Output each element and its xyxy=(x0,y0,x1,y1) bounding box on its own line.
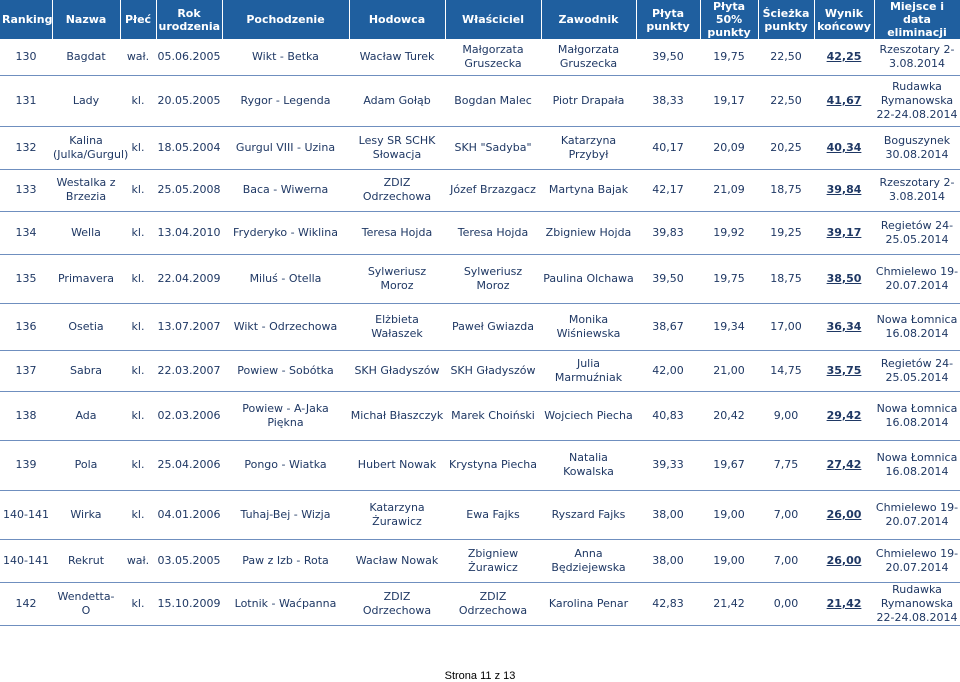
cell-name: Rekrut xyxy=(67,553,105,567)
cell-rider: Zbigniew Hojda xyxy=(545,225,632,239)
cell-total: 26,00 xyxy=(826,553,862,567)
table-row xyxy=(0,75,960,126)
cell-rank: 138 xyxy=(15,408,37,422)
cell-path: 17,00 xyxy=(770,319,802,333)
cell-rider: Martyna Bajak xyxy=(548,183,629,196)
cell-rider: Katarzyna Przybył xyxy=(560,133,617,161)
cell-origin: Tuhaj-Bej - Wizja xyxy=(240,507,331,521)
column-header: Ranking xyxy=(0,0,52,39)
cell-sex: kl. xyxy=(131,507,145,521)
column-header: Zawodnik xyxy=(541,0,636,39)
cell-rank: 131 xyxy=(15,93,37,107)
cell-place: Chmielewo 19-20.07.2014 xyxy=(875,500,959,528)
cell-owner: Zbigniew Żurawicz xyxy=(467,546,519,574)
cell-plate50: 21,00 xyxy=(713,363,745,377)
cell-place: Nowa Łomnica 16.08.2014 xyxy=(876,312,958,340)
cell-sex: wał. xyxy=(126,49,150,63)
cell-born: 04.01.2006 xyxy=(157,507,221,521)
cell-owner: SKH Gładyszów xyxy=(450,363,536,377)
cell-plate50: 21,09 xyxy=(713,183,745,196)
cell-path: 7,00 xyxy=(773,507,799,521)
cell-total: 38,50 xyxy=(826,271,862,285)
cell-sex: kl. xyxy=(131,183,145,196)
cell-rider: Małgorzata Gruszecka xyxy=(557,42,620,70)
column-header: Hodowca xyxy=(349,0,445,39)
cell-rank: 139 xyxy=(15,458,37,471)
cell-name: Sabra xyxy=(70,363,102,377)
cell-origin: Baca - Wiwerna xyxy=(242,183,329,196)
cell-total: 42,25 xyxy=(826,49,862,63)
cell-place: Chmielewo 19-20.07.2014 xyxy=(875,264,959,292)
cell-owner: Ewa Fajks xyxy=(466,507,520,521)
cell-breeder: Elżbieta Wałaszek xyxy=(371,312,423,340)
cell-rank: 132 xyxy=(15,140,37,154)
table-row xyxy=(0,350,960,391)
table-row xyxy=(0,303,960,350)
cell-name: Pola xyxy=(74,458,98,471)
cell-sex: kl. xyxy=(131,458,145,471)
cell-name: Kalina (Julka/Gurgul) xyxy=(53,133,129,161)
column-header: Właściciel xyxy=(445,0,541,39)
cell-place: Regietów 24-25.05.2014 xyxy=(880,356,954,384)
table-row xyxy=(0,490,960,539)
cell-total: 40,34 xyxy=(826,140,862,154)
cell-plate50: 19,67 xyxy=(713,458,745,471)
cell-rank: 134 xyxy=(15,225,37,239)
cell-rank: 140-141 xyxy=(3,507,49,521)
cell-path: 18,75 xyxy=(770,271,802,285)
cell-rank: 137 xyxy=(15,363,37,377)
cell-breeder: Katarzyna Żurawicz xyxy=(369,500,425,528)
cell-plate50: 21,42 xyxy=(713,596,745,610)
table-row xyxy=(0,440,960,490)
cell-place: Nowa Łomnica 16.08.2014 xyxy=(876,401,958,429)
cell-total: 39,17 xyxy=(826,225,862,239)
cell-name: Wirka xyxy=(70,507,102,521)
cell-rank: 140-141 xyxy=(3,553,49,567)
column-header: Płeć xyxy=(120,0,156,39)
cell-born: 22.03.2007 xyxy=(157,363,221,377)
cell-rider: Ryszard Fajks xyxy=(551,507,626,521)
cell-name: Westalka z Brzezia xyxy=(56,176,116,203)
cell-sex: kl. xyxy=(131,225,145,239)
cell-breeder: Adam Gołąb xyxy=(363,93,431,107)
cell-name: Primavera xyxy=(57,271,114,285)
cell-name: Osetia xyxy=(68,319,104,333)
cell-plate: 40,17 xyxy=(652,140,684,154)
cell-plate50: 19,75 xyxy=(713,49,745,63)
cell-rank: 133 xyxy=(15,183,37,196)
cell-origin: Wikt - Odrzechowa xyxy=(233,319,338,333)
cell-plate: 40,83 xyxy=(652,408,684,422)
cell-born: 03.05.2005 xyxy=(157,553,221,567)
cell-breeder: ZDIZ Odrzechowa xyxy=(362,589,432,617)
cell-owner: Małgorzata Gruszecka xyxy=(462,42,524,70)
cell-path: 22,50 xyxy=(770,93,802,107)
cell-sex: kl. xyxy=(131,408,145,422)
cell-rank: 136 xyxy=(15,319,37,333)
cell-plate: 39,50 xyxy=(652,49,684,63)
cell-rank: 130 xyxy=(15,49,37,63)
cell-origin: Pongo - Wiatka xyxy=(244,458,327,471)
cell-breeder: Michał Błaszczyk xyxy=(350,408,444,422)
cell-total: 27,42 xyxy=(826,458,862,471)
cell-born: 25.05.2008 xyxy=(157,183,221,196)
cell-total: 39,84 xyxy=(826,183,862,196)
table-row xyxy=(0,39,960,75)
cell-name: Bagdat xyxy=(66,49,106,63)
cell-sex: kl. xyxy=(131,319,145,333)
cell-total: 35,75 xyxy=(826,363,862,377)
cell-plate: 38,67 xyxy=(652,319,684,333)
cell-origin: Lotnik - Waćpanna xyxy=(234,596,337,610)
cell-born: 22.04.2009 xyxy=(157,271,221,285)
cell-owner: SKH "Sadyba" xyxy=(454,140,532,154)
cell-path: 20,25 xyxy=(770,140,802,154)
cell-born: 20.05.2005 xyxy=(157,93,221,107)
cell-path: 18,75 xyxy=(770,183,802,196)
cell-origin: Fryderyko - Wiklina xyxy=(233,225,338,239)
cell-plate: 38,00 xyxy=(652,507,684,521)
cell-origin: Miluś - Otella xyxy=(249,271,322,285)
cell-sex: kl. xyxy=(131,596,145,610)
cell-rider: Piotr Drapała xyxy=(552,93,625,107)
cell-rider: Natalia Kowalska xyxy=(563,451,614,478)
cell-rider: Paulina Olchawa xyxy=(543,271,634,285)
cell-born: 13.04.2010 xyxy=(157,225,221,239)
cell-path: 19,25 xyxy=(770,225,802,239)
cell-breeder: Lesy SR SCHK Słowacja xyxy=(358,133,436,161)
cell-breeder: Teresa Hojda xyxy=(361,225,433,239)
table-row xyxy=(0,391,960,440)
cell-born: 18.05.2004 xyxy=(157,140,221,154)
cell-breeder: SKH Gładyszów xyxy=(354,363,440,377)
cell-origin: Rygor - Legenda xyxy=(240,93,331,107)
column-header: Miejsce i data eliminacji xyxy=(874,0,960,39)
cell-origin: Wikt - Betka xyxy=(252,49,319,63)
cell-plate50: 20,42 xyxy=(713,408,745,422)
table-row xyxy=(0,126,960,169)
cell-owner: Paweł Gwiazda xyxy=(451,319,535,333)
cell-path: 22,50 xyxy=(770,49,802,63)
cell-born: 15.10.2009 xyxy=(157,596,221,610)
cell-plate50: 19,00 xyxy=(713,553,745,567)
cell-name: Lady xyxy=(72,93,100,107)
cell-plate50: 19,34 xyxy=(713,319,745,333)
cell-sex: wał. xyxy=(126,553,150,567)
cell-place: Rudawka Rymanowska 22-24.08.2014 xyxy=(876,79,958,121)
cell-rank: 135 xyxy=(15,271,37,285)
cell-place: Regietów 24-25.05.2014 xyxy=(880,218,954,246)
cell-place: Nowa Łomnica 16.08.2014 xyxy=(876,451,958,478)
cell-sex: kl. xyxy=(131,140,145,154)
cell-origin: Powiew - Sobótka xyxy=(237,363,334,377)
cell-path: 9,00 xyxy=(773,408,799,422)
cell-plate: 38,00 xyxy=(652,553,684,567)
cell-place: Boguszynek 30.08.2014 xyxy=(883,133,951,161)
table-row xyxy=(0,539,960,582)
column-header: Płyta punkty xyxy=(636,0,700,39)
cell-rank: 142 xyxy=(15,596,37,610)
cell-plate: 38,33 xyxy=(652,93,684,107)
cell-plate: 39,83 xyxy=(652,225,684,239)
cell-origin: Powiew - A-Jaka Piękna xyxy=(242,401,329,429)
cell-plate: 42,83 xyxy=(652,596,684,610)
cell-name: Ada xyxy=(75,408,97,422)
cell-path: 7,75 xyxy=(773,458,799,471)
table-row xyxy=(0,211,960,254)
page-footer: Strona 11 z 13 xyxy=(444,670,516,682)
cell-origin: Paw z Izb - Rota xyxy=(242,553,329,567)
cell-born: 05.06.2005 xyxy=(157,49,221,63)
cell-plate: 42,00 xyxy=(652,363,684,377)
cell-sex: kl. xyxy=(131,363,145,377)
cell-breeder: Wacław Turek xyxy=(359,49,435,63)
column-header: Ścieżka punkty xyxy=(758,0,814,39)
cell-place: Chmielewo 19-20.07.2014 xyxy=(875,546,959,574)
cell-total: 36,34 xyxy=(826,319,862,333)
cell-name: Wendetta-O xyxy=(57,589,115,617)
cell-sex: kl. xyxy=(131,93,145,107)
table-row xyxy=(0,169,960,211)
cell-total: 26,00 xyxy=(826,507,862,521)
cell-path: 14,75 xyxy=(770,363,802,377)
column-header: Wynik końcowy xyxy=(814,0,874,39)
cell-total: 29,42 xyxy=(826,408,862,422)
cell-breeder: Wacław Nowak xyxy=(355,553,439,567)
cell-rider: Monika Wiśniewska xyxy=(556,312,621,340)
cell-plate: 39,33 xyxy=(652,458,684,471)
cell-place: Rudawka Rymanowska 22-24.08.2014 xyxy=(876,582,958,624)
cell-total: 41,67 xyxy=(826,93,862,107)
cell-breeder: Hubert Nowak xyxy=(357,458,437,471)
column-header: Pochodzenie xyxy=(222,0,349,39)
cell-plate50: 19,17 xyxy=(713,93,745,107)
cell-plate: 42,17 xyxy=(652,183,684,196)
cell-origin: Gurgul VIII - Uzina xyxy=(235,140,336,154)
cell-born: 25.04.2006 xyxy=(157,458,221,471)
cell-plate: 39,50 xyxy=(652,271,684,285)
cell-rider: Julia Marmuźniak xyxy=(554,356,623,384)
cell-plate50: 19,00 xyxy=(713,507,745,521)
cell-owner: Bogdan Malec xyxy=(454,93,532,107)
cell-rider: Karolina Penar xyxy=(548,596,629,610)
cell-path: 7,00 xyxy=(773,553,799,567)
cell-rider: Anna Będziejewska xyxy=(551,546,626,574)
cell-breeder: ZDIZ Odrzechowa xyxy=(362,176,432,203)
cell-name: Wella xyxy=(71,225,101,239)
cell-place: Rzeszotary 2-3.08.2014 xyxy=(879,42,955,70)
header-row xyxy=(0,0,960,39)
column-header: Płyta 50% punkty xyxy=(700,0,758,39)
cell-path: 0,00 xyxy=(773,596,799,610)
table-body xyxy=(0,39,960,625)
cell-owner: ZDIZ Odrzechowa xyxy=(458,589,528,617)
cell-breeder: Sylweriusz Moroz xyxy=(367,264,427,292)
table-row xyxy=(0,254,960,303)
cell-owner: Sylweriusz Moroz xyxy=(463,264,523,292)
cell-owner: Krystyna Piecha xyxy=(449,458,537,471)
cell-owner: Józef Brzazgacz xyxy=(450,183,536,196)
cell-owner: Marek Choiński xyxy=(451,408,535,422)
column-header: Rok urodzenia xyxy=(156,0,222,39)
table-row xyxy=(0,582,960,625)
cell-owner: Teresa Hojda xyxy=(457,225,529,239)
cell-rider: Wojciech Piecha xyxy=(544,408,633,422)
cell-sex: kl. xyxy=(131,271,145,285)
cell-plate50: 20,09 xyxy=(713,140,745,154)
cell-total: 21,42 xyxy=(826,596,862,610)
column-header: Nazwa xyxy=(52,0,120,39)
cell-plate50: 19,92 xyxy=(713,225,745,239)
cell-place: Rzeszotary 2-3.08.2014 xyxy=(879,176,955,203)
cell-born: 02.03.2006 xyxy=(157,408,221,422)
cell-born: 13.07.2007 xyxy=(157,319,221,333)
cell-plate50: 19,75 xyxy=(713,271,745,285)
